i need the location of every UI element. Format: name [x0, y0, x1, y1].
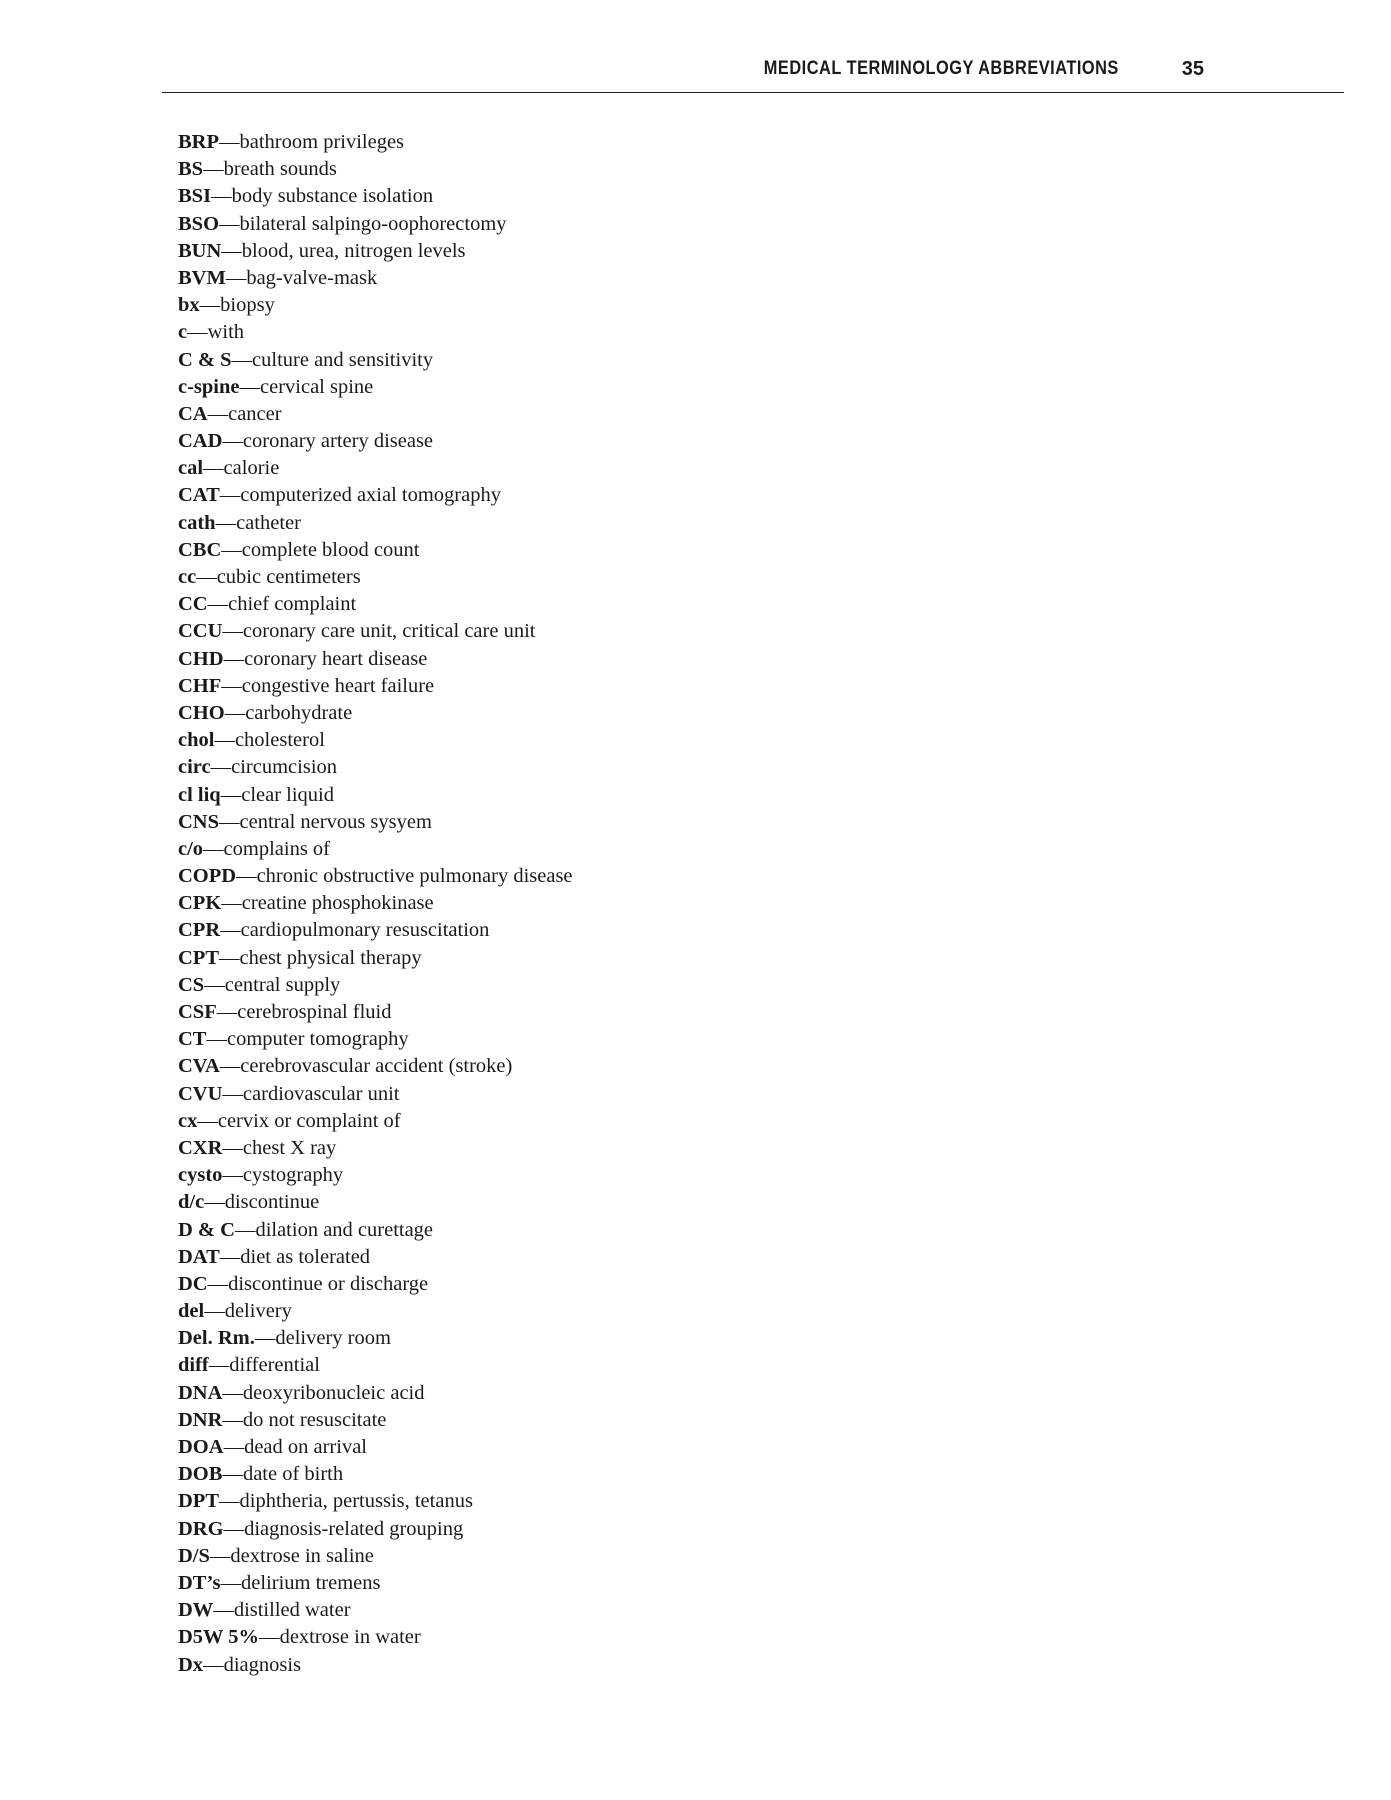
abbreviation-term: CVA	[178, 1055, 220, 1078]
abbreviation-meaning: bag-valve-mask	[246, 266, 378, 289]
abbreviation-meaning: distilled water	[233, 1599, 351, 1622]
abbreviation-term: CNS	[178, 810, 220, 833]
abbreviation-entry	[178, 836, 573, 863]
abbreviation-meaning: computer tomography	[226, 1028, 409, 1051]
abbreviation-term: CC	[178, 593, 208, 616]
em-dash-separator: —	[219, 1490, 240, 1513]
abbreviation-meaning: bilateral salpingo-oophorectomy	[239, 212, 507, 235]
abbreviation-term: cal	[178, 457, 204, 480]
em-dash-separator: —	[221, 239, 242, 262]
abbreviation-meaning: coronary care unit, critical care unit	[242, 620, 536, 643]
abbreviation-entry	[178, 1652, 573, 1679]
running-header	[162, 58, 1344, 93]
abbreviation-meaning: deoxyribonucleic acid	[242, 1381, 425, 1404]
abbreviation-meaning: complains of	[223, 837, 331, 860]
abbreviation-term: DRG	[178, 1517, 224, 1540]
abbreviation-term: del	[178, 1300, 205, 1323]
abbreviation-entry	[178, 1407, 573, 1434]
abbreviation-meaning: dead on arrival	[244, 1436, 368, 1458]
abbreviation-term: Del. Rm.	[178, 1327, 255, 1350]
abbreviation-entry	[178, 700, 573, 727]
abbreviation-entry	[178, 564, 573, 591]
abbreviation-term: CVU	[178, 1082, 223, 1105]
abbreviation-entry	[178, 455, 573, 482]
em-dash-separator: —	[222, 1463, 243, 1486]
abbreviation-meaning: cubic centimeters	[216, 566, 361, 588]
em-dash-separator: —	[225, 266, 247, 289]
abbreviation-term: BVM	[178, 266, 226, 289]
em-dash-separator: —	[219, 1055, 241, 1078]
abbreviation-meaning: chest X ray	[242, 1136, 337, 1159]
abbreviation-meaning: culture and sensitivity	[252, 348, 434, 371]
abbreviation-meaning: cystography	[242, 1164, 344, 1187]
abbreviation-entry	[178, 945, 573, 972]
abbreviation-term: CHD	[178, 647, 224, 670]
abbreviation-meaning: central nervous sysyem	[239, 810, 432, 833]
abbreviation-entry	[178, 374, 573, 401]
abbreviation-meaning: dilation and curettage	[255, 1218, 434, 1241]
abbreviation-term: DOB	[178, 1463, 223, 1486]
abbreviation-entry	[178, 972, 573, 999]
em-dash-separator: —	[223, 647, 245, 670]
abbreviation-term: CHF	[178, 674, 222, 697]
em-dash-separator: —	[210, 756, 232, 779]
abbreviation-term: cc	[178, 566, 197, 588]
em-dash-separator: —	[222, 620, 243, 643]
abbreviation-meaning: complete blood count	[241, 538, 420, 561]
abbreviation-entry	[178, 1244, 573, 1271]
abbreviation-entry	[178, 1543, 573, 1570]
abbreviation-term: DNA	[178, 1381, 223, 1404]
em-dash-separator: —	[219, 131, 240, 153]
em-dash-separator: —	[187, 321, 208, 344]
abbreviation-term: CBC	[178, 538, 222, 561]
em-dash-separator: —	[213, 1599, 234, 1622]
em-dash-separator: —	[219, 810, 240, 833]
em-dash-separator: —	[204, 973, 225, 996]
em-dash-separator: —	[220, 919, 241, 942]
em-dash-separator: —	[231, 348, 253, 371]
em-dash-separator: —	[214, 729, 235, 752]
abbreviation-meaning: creatine phosphokinase	[241, 892, 434, 915]
em-dash-separator: —	[222, 1164, 243, 1187]
em-dash-separator: —	[219, 484, 241, 507]
abbreviation-meaning: delivery room	[275, 1327, 391, 1350]
abbreviation-entry	[178, 782, 573, 809]
abbreviation-entry	[178, 890, 573, 917]
abbreviation-term: BS	[178, 158, 204, 181]
em-dash-separator: —	[203, 457, 224, 480]
em-dash-separator: —	[219, 946, 240, 969]
abbreviation-entry	[178, 591, 573, 618]
em-dash-separator: —	[221, 892, 242, 915]
em-dash-separator: —	[239, 375, 260, 398]
abbreviation-term: diff	[178, 1354, 209, 1377]
abbreviation-entry	[178, 1597, 573, 1624]
abbreviation-meaning: chief complaint	[228, 593, 357, 616]
em-dash-separator: —	[222, 1136, 243, 1159]
abbreviation-entry	[178, 1488, 573, 1515]
abbreviation-meaning: carbohydrate	[245, 701, 353, 724]
abbreviation-meaning: coronary heart disease	[244, 647, 428, 670]
em-dash-separator: —	[203, 837, 224, 860]
em-dash-separator: —	[220, 783, 242, 806]
abbreviation-meaning: cerebrospinal fluid	[237, 1001, 392, 1023]
em-dash-separator: —	[203, 1653, 224, 1676]
abbreviation-term: cl liq	[178, 783, 221, 806]
abbreviation-meaning: bathroom privileges	[239, 131, 405, 153]
abbreviation-term: circ	[178, 756, 211, 779]
abbreviation-meaning: cardiopulmonary resuscitation	[240, 919, 490, 942]
abbreviation-entry	[178, 265, 573, 292]
em-dash-separator: —	[207, 1272, 229, 1295]
abbreviation-meaning: diagnosis	[223, 1653, 302, 1676]
abbreviation-term: DW	[178, 1599, 214, 1622]
abbreviation-term: CPR	[178, 919, 221, 942]
abbreviation-term: cysto	[178, 1164, 223, 1187]
abbreviation-meaning: calorie	[223, 457, 280, 480]
abbreviation-entry	[178, 1053, 573, 1080]
abbreviation-meaning: congestive heart failure	[241, 674, 435, 697]
abbreviation-entry	[178, 917, 573, 944]
abbreviation-meaning: differential	[229, 1354, 320, 1377]
em-dash-separator: —	[216, 1001, 238, 1023]
abbreviation-entry	[178, 809, 573, 836]
em-dash-separator: —	[209, 1544, 231, 1567]
em-dash-separator: —	[207, 593, 229, 616]
running-head-title: MEDICAL TERMINOLOGY ABBREVIATIONS	[763, 58, 1119, 79]
abbreviation-term: CA	[178, 402, 208, 425]
abbreviation-meaning: coronary artery disease	[242, 430, 434, 453]
abbreviation-entry	[178, 1380, 573, 1407]
abbreviation-term: c-spine	[178, 375, 240, 398]
em-dash-separator: —	[197, 1109, 218, 1132]
abbreviation-term: BUN	[178, 239, 222, 262]
abbreviation-entry	[178, 1516, 573, 1543]
abbreviation-term: CCU	[178, 620, 223, 643]
abbreviation-meaning: circumcision	[231, 756, 338, 779]
abbreviation-meaning: with	[207, 321, 245, 344]
abbreviation-term: D/S	[178, 1544, 210, 1567]
abbreviation-entry	[178, 238, 573, 265]
em-dash-separator: —	[196, 566, 217, 588]
abbreviation-meaning: chronic obstructive pulmonary disease	[256, 865, 573, 888]
abbreviation-entry	[178, 1081, 573, 1108]
abbreviation-list	[178, 129, 573, 1679]
abbreviation-meaning: cervix or complaint of	[217, 1109, 401, 1132]
em-dash-separator: —	[222, 430, 243, 453]
abbreviation-entry	[178, 1026, 573, 1053]
abbreviation-term: BSO	[178, 212, 220, 235]
abbreviation-entry	[178, 727, 573, 754]
em-dash-separator: —	[222, 1082, 243, 1105]
em-dash-separator: —	[220, 1571, 242, 1594]
em-dash-separator: —	[223, 1436, 245, 1458]
em-dash-separator: —	[221, 538, 242, 561]
abbreviation-term: DC	[178, 1272, 208, 1295]
abbreviation-meaning: cervical spine	[260, 375, 374, 398]
em-dash-separator: —	[254, 1327, 276, 1350]
em-dash-separator: —	[219, 1245, 241, 1268]
abbreviation-term: DOA	[178, 1436, 224, 1458]
abbreviation-entry	[178, 618, 573, 645]
abbreviation-entry	[178, 754, 573, 781]
em-dash-separator: —	[234, 1218, 256, 1241]
em-dash-separator: —	[203, 158, 224, 181]
em-dash-separator: —	[204, 1300, 225, 1323]
abbreviation-entry	[178, 999, 573, 1026]
abbreviation-entry	[178, 1624, 573, 1651]
em-dash-separator: —	[236, 865, 257, 888]
em-dash-separator: —	[219, 212, 240, 235]
abbreviation-entry	[178, 183, 573, 210]
abbreviation-entry	[178, 428, 573, 455]
abbreviation-entry	[178, 1434, 573, 1461]
abbreviation-meaning: discontinue or discharge	[228, 1272, 429, 1295]
abbreviation-term: D & C	[178, 1218, 235, 1241]
abbreviation-entry	[178, 1162, 573, 1189]
abbreviation-term: cx	[178, 1109, 198, 1132]
abbreviation-entry	[178, 129, 573, 156]
abbreviation-term: D5W 5%	[178, 1626, 260, 1649]
em-dash-separator: —	[211, 185, 232, 208]
abbreviation-entry	[178, 211, 573, 238]
abbreviation-meaning: cancer	[228, 402, 282, 425]
abbreviation-meaning: diet as tolerated	[240, 1245, 371, 1268]
abbreviation-term: DNR	[178, 1408, 223, 1431]
abbreviation-term: DAT	[178, 1245, 220, 1268]
abbreviation-entry	[178, 1352, 573, 1379]
abbreviation-entry	[178, 347, 573, 374]
em-dash-separator: —	[215, 511, 237, 534]
abbreviation-term: cath	[178, 511, 216, 534]
abbreviation-entry	[178, 156, 573, 183]
em-dash-separator: —	[222, 1408, 243, 1431]
abbreviation-meaning: chest physical therapy	[239, 946, 422, 969]
abbreviation-meaning: breath sounds	[223, 158, 337, 181]
abbreviation-meaning: cerebrovascular accident (stroke)	[240, 1055, 513, 1078]
abbreviation-term: bx	[178, 294, 200, 317]
abbreviation-term: CAD	[178, 430, 223, 453]
abbreviation-term: CS	[178, 973, 205, 996]
abbreviation-term: DPT	[178, 1490, 219, 1513]
abbreviation-entry	[178, 1325, 573, 1352]
abbreviation-term: DT’s	[178, 1571, 221, 1594]
abbreviation-meaning: cholesterol	[234, 729, 325, 752]
abbreviation-term: c/o	[178, 837, 204, 860]
abbreviation-term: CT	[178, 1028, 207, 1051]
abbreviation-meaning: blood, urea, nitrogen levels	[241, 239, 466, 262]
abbreviation-entry	[178, 510, 573, 537]
abbreviation-entry	[178, 1217, 573, 1244]
abbreviation-term: c	[178, 321, 188, 344]
abbreviation-entry	[178, 537, 573, 564]
abbreviation-meaning: catheter	[236, 511, 301, 534]
abbreviation-meaning: discontinue	[224, 1191, 320, 1214]
abbreviation-meaning: dextrose in water	[279, 1626, 421, 1649]
em-dash-separator: —	[223, 1517, 245, 1540]
abbreviation-meaning: clear liquid	[241, 783, 334, 806]
abbreviation-meaning: diphtheria, pertussis, tetanus	[239, 1490, 473, 1513]
abbreviation-entry	[178, 673, 573, 700]
abbreviation-meaning: central supply	[224, 973, 341, 996]
abbreviation-meaning: computerized axial tomography	[240, 484, 501, 507]
abbreviation-term: BRP	[178, 131, 219, 153]
abbreviation-term: Dx	[178, 1653, 204, 1676]
abbreviation-entry	[178, 401, 573, 428]
abbreviation-meaning: dextrose in saline	[230, 1544, 374, 1567]
em-dash-separator: —	[224, 701, 246, 724]
em-dash-separator: —	[259, 1626, 280, 1649]
abbreviation-entry	[178, 863, 573, 890]
abbreviation-term: chol	[178, 729, 215, 752]
abbreviation-entry	[178, 1461, 573, 1488]
abbreviation-meaning: biopsy	[220, 294, 275, 317]
abbreviation-entry	[178, 319, 573, 346]
abbreviation-entry	[178, 1271, 573, 1298]
em-dash-separator: —	[222, 1381, 243, 1404]
em-dash-separator: —	[208, 1354, 230, 1377]
abbreviation-entry	[178, 482, 573, 509]
page-number: 35	[1181, 58, 1204, 80]
abbreviation-meaning: do not resuscitate	[242, 1408, 387, 1431]
abbreviation-term: d/c	[178, 1191, 205, 1214]
abbreviation-term: CAT	[178, 484, 220, 507]
abbreviation-entry	[178, 1298, 573, 1325]
abbreviation-entry	[178, 1189, 573, 1216]
abbreviation-entry	[178, 1570, 573, 1597]
abbreviation-term: C & S	[178, 348, 232, 371]
abbreviation-entry	[178, 1108, 573, 1135]
em-dash-separator: —	[199, 294, 221, 317]
em-dash-separator: —	[206, 1028, 227, 1051]
abbreviation-term: CHO	[178, 701, 225, 724]
abbreviation-entry	[178, 292, 573, 319]
abbreviation-term: COPD	[178, 865, 237, 888]
abbreviation-meaning: cardiovascular unit	[242, 1082, 400, 1105]
abbreviation-term: CSF	[178, 1001, 217, 1023]
abbreviation-meaning: diagnosis-related grouping	[244, 1517, 464, 1540]
abbreviation-entry	[178, 1135, 573, 1162]
abbreviation-meaning: body substance isolation	[231, 185, 434, 208]
em-dash-separator: —	[221, 674, 242, 697]
abbreviation-term: CXR	[178, 1136, 223, 1159]
abbreviation-term: CPK	[178, 892, 222, 915]
abbreviation-entry	[178, 646, 573, 673]
abbreviation-term: CPT	[178, 946, 219, 969]
abbreviation-term: BSI	[178, 185, 212, 208]
abbreviation-meaning: date of birth	[242, 1463, 344, 1486]
em-dash-separator: —	[207, 402, 229, 425]
abbreviation-meaning: delivery	[224, 1300, 292, 1323]
abbreviation-meaning: delirium tremens	[241, 1571, 381, 1594]
em-dash-separator: —	[204, 1191, 225, 1214]
